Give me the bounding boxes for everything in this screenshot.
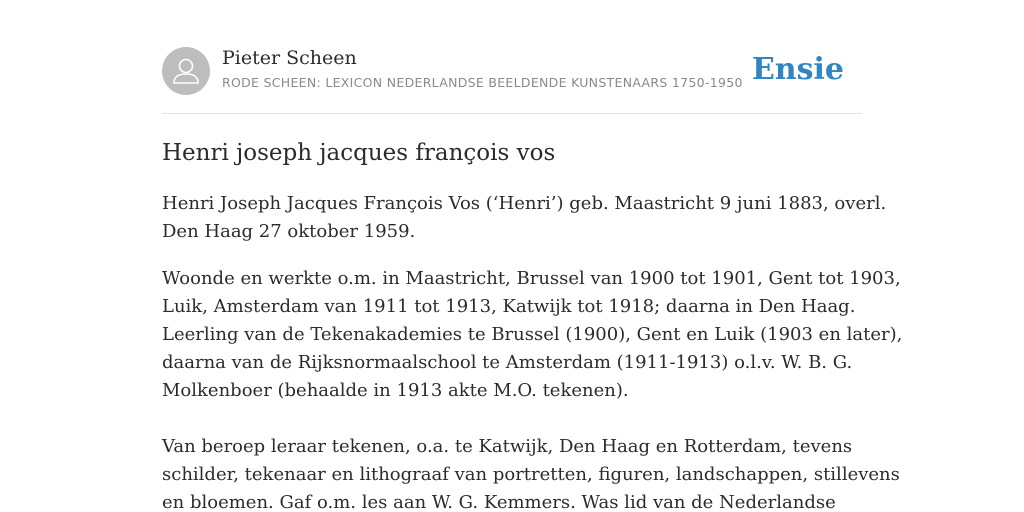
text-line: Henri Joseph Jacques François Vos (‘Henri’) geb. Maastricht 9 juni 1883, overl.	[162, 193, 887, 214]
text-line: Luik, Amsterdam van 1911 tot 1913, Katwijk tot 1918; daarna in Den Haag.	[162, 296, 856, 317]
paragraph-intro	[162, 190, 887, 246]
text-line: schilder, tekenaar en lithograaf van portretten, figuren, landschappen, stillevens	[162, 464, 900, 485]
text-line: en bloemen. Gaf o.m. les aan W. G. Kemmers. Was lid van de Nederlandse	[162, 492, 836, 512]
source-title[interactable]: RODE SCHEEN: LEXICON NEDERLANDSE BEELDENDE KUNSTENAARS 1750-1950	[222, 75, 743, 90]
header-divider	[162, 113, 862, 114]
brand-logo[interactable]: Ensie	[751, 52, 844, 87]
paragraph-spacer	[162, 405, 862, 433]
author-name[interactable]: Pieter Scheen	[222, 47, 357, 69]
text-line: Van beroep leraar tekenen, o.a. te Katwijk, Den Haag en Rotterdam, tevens	[162, 436, 853, 457]
paragraph-biography	[162, 265, 903, 433]
text-line: daarna van de Rijksnormaalschool te Amsterdam (1911-1913) o.l.v. W. B. G.	[162, 352, 853, 373]
text-line: Woonde en werkte o.m. in Maastricht, Brussel van 1900 tot 1901, Gent tot 1903,	[162, 268, 901, 289]
article-body	[162, 190, 903, 512]
page-title: Henri joseph jacques françois vos	[162, 140, 556, 166]
avatar[interactable]	[162, 47, 210, 95]
user-icon	[162, 47, 210, 95]
text-line: Den Haag 27 oktober 1959.	[162, 221, 416, 242]
text-line: Molkenboer (behaalde in 1913 akte M.O. tekenen).	[162, 380, 629, 401]
text-line: Leerling van de Tekenakademies te Brussel (1900), Gent en Luik (1903 en later),	[162, 324, 903, 345]
paragraph-career	[162, 433, 900, 512]
header	[162, 46, 862, 96]
